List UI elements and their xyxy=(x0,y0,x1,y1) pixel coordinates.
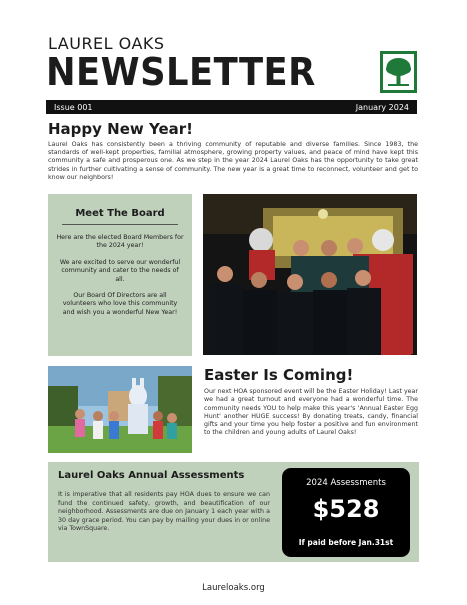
card-label: 2024 Assessments xyxy=(306,478,386,488)
board-divider xyxy=(62,224,178,225)
intro-heading: Happy New Year! xyxy=(48,120,193,138)
easter-body: Our next HOA sponsored event will be the Easter Holiday! Last year we had a great turnout and everyone had a wonderful time. The community needs YOU to help make this year's 'Annual Easter Egg Hunt' another HUGE success! By donating treats, candy, financial gifts and your time you help foster a positive and fun environment to the children and young adults of Laurel Oaks! xyxy=(204,388,418,437)
issue-date: January 2024 xyxy=(355,102,409,112)
oak-tree-logo-icon xyxy=(380,51,417,93)
assessment-amount-card xyxy=(282,468,410,557)
assessments-body: It is imperative that all residents pay HOA dues to ensure we can fund the continued safety, growth, and beautification of our neighborhood. Assessments are due on January 1 each year with a 30 day grace period. You can pay by mailing your dues in or online via TownSquare. xyxy=(58,491,270,533)
newsletter-title: NEWSLETTER xyxy=(46,50,316,94)
card-deadline: If paid before Jan.31st xyxy=(298,538,394,547)
card-amount: $528 xyxy=(312,495,380,523)
board-group-photo xyxy=(203,194,417,355)
board-title: Meet The Board xyxy=(75,208,165,219)
board-text xyxy=(56,234,184,325)
masthead-top-line: LAUREL OAKS xyxy=(48,34,165,53)
easter-photo xyxy=(48,366,192,453)
issue-number: Issue 001 xyxy=(54,102,93,112)
easter-heading: Easter Is Coming! xyxy=(204,366,354,384)
assessments-title: Laurel Oaks Annual Assessments xyxy=(58,470,245,481)
intro-body: Laurel Oaks has consistently been a thriving community of reputable and diverse families. Since 1983, the standards of well-kept properties, familial atmosphere, growing property values, and peace of mind have kept this community a safe and prosperous one. As we step in the year 2024 Laurel Oaks has the opportunity to take great strides in further cultivating a sense of community. The new year is a great time to reconnect, volunteer and get to know our neighbors! xyxy=(48,141,418,181)
issue-bar xyxy=(46,100,417,114)
board-paragraph: Here are the elected Board Members for the 2024 year! xyxy=(56,234,184,250)
board-paragraph: Our Board Of Directors are all volunteers who love this community and wish you a wonderful New Year! xyxy=(62,292,178,316)
assessments-box xyxy=(48,462,419,562)
meet-the-board-box xyxy=(48,194,192,356)
board-paragraph: We are excited to serve our wonderful community and cater to the needs of all. xyxy=(59,258,181,283)
footer-website: Laureloaks.org xyxy=(202,583,265,593)
